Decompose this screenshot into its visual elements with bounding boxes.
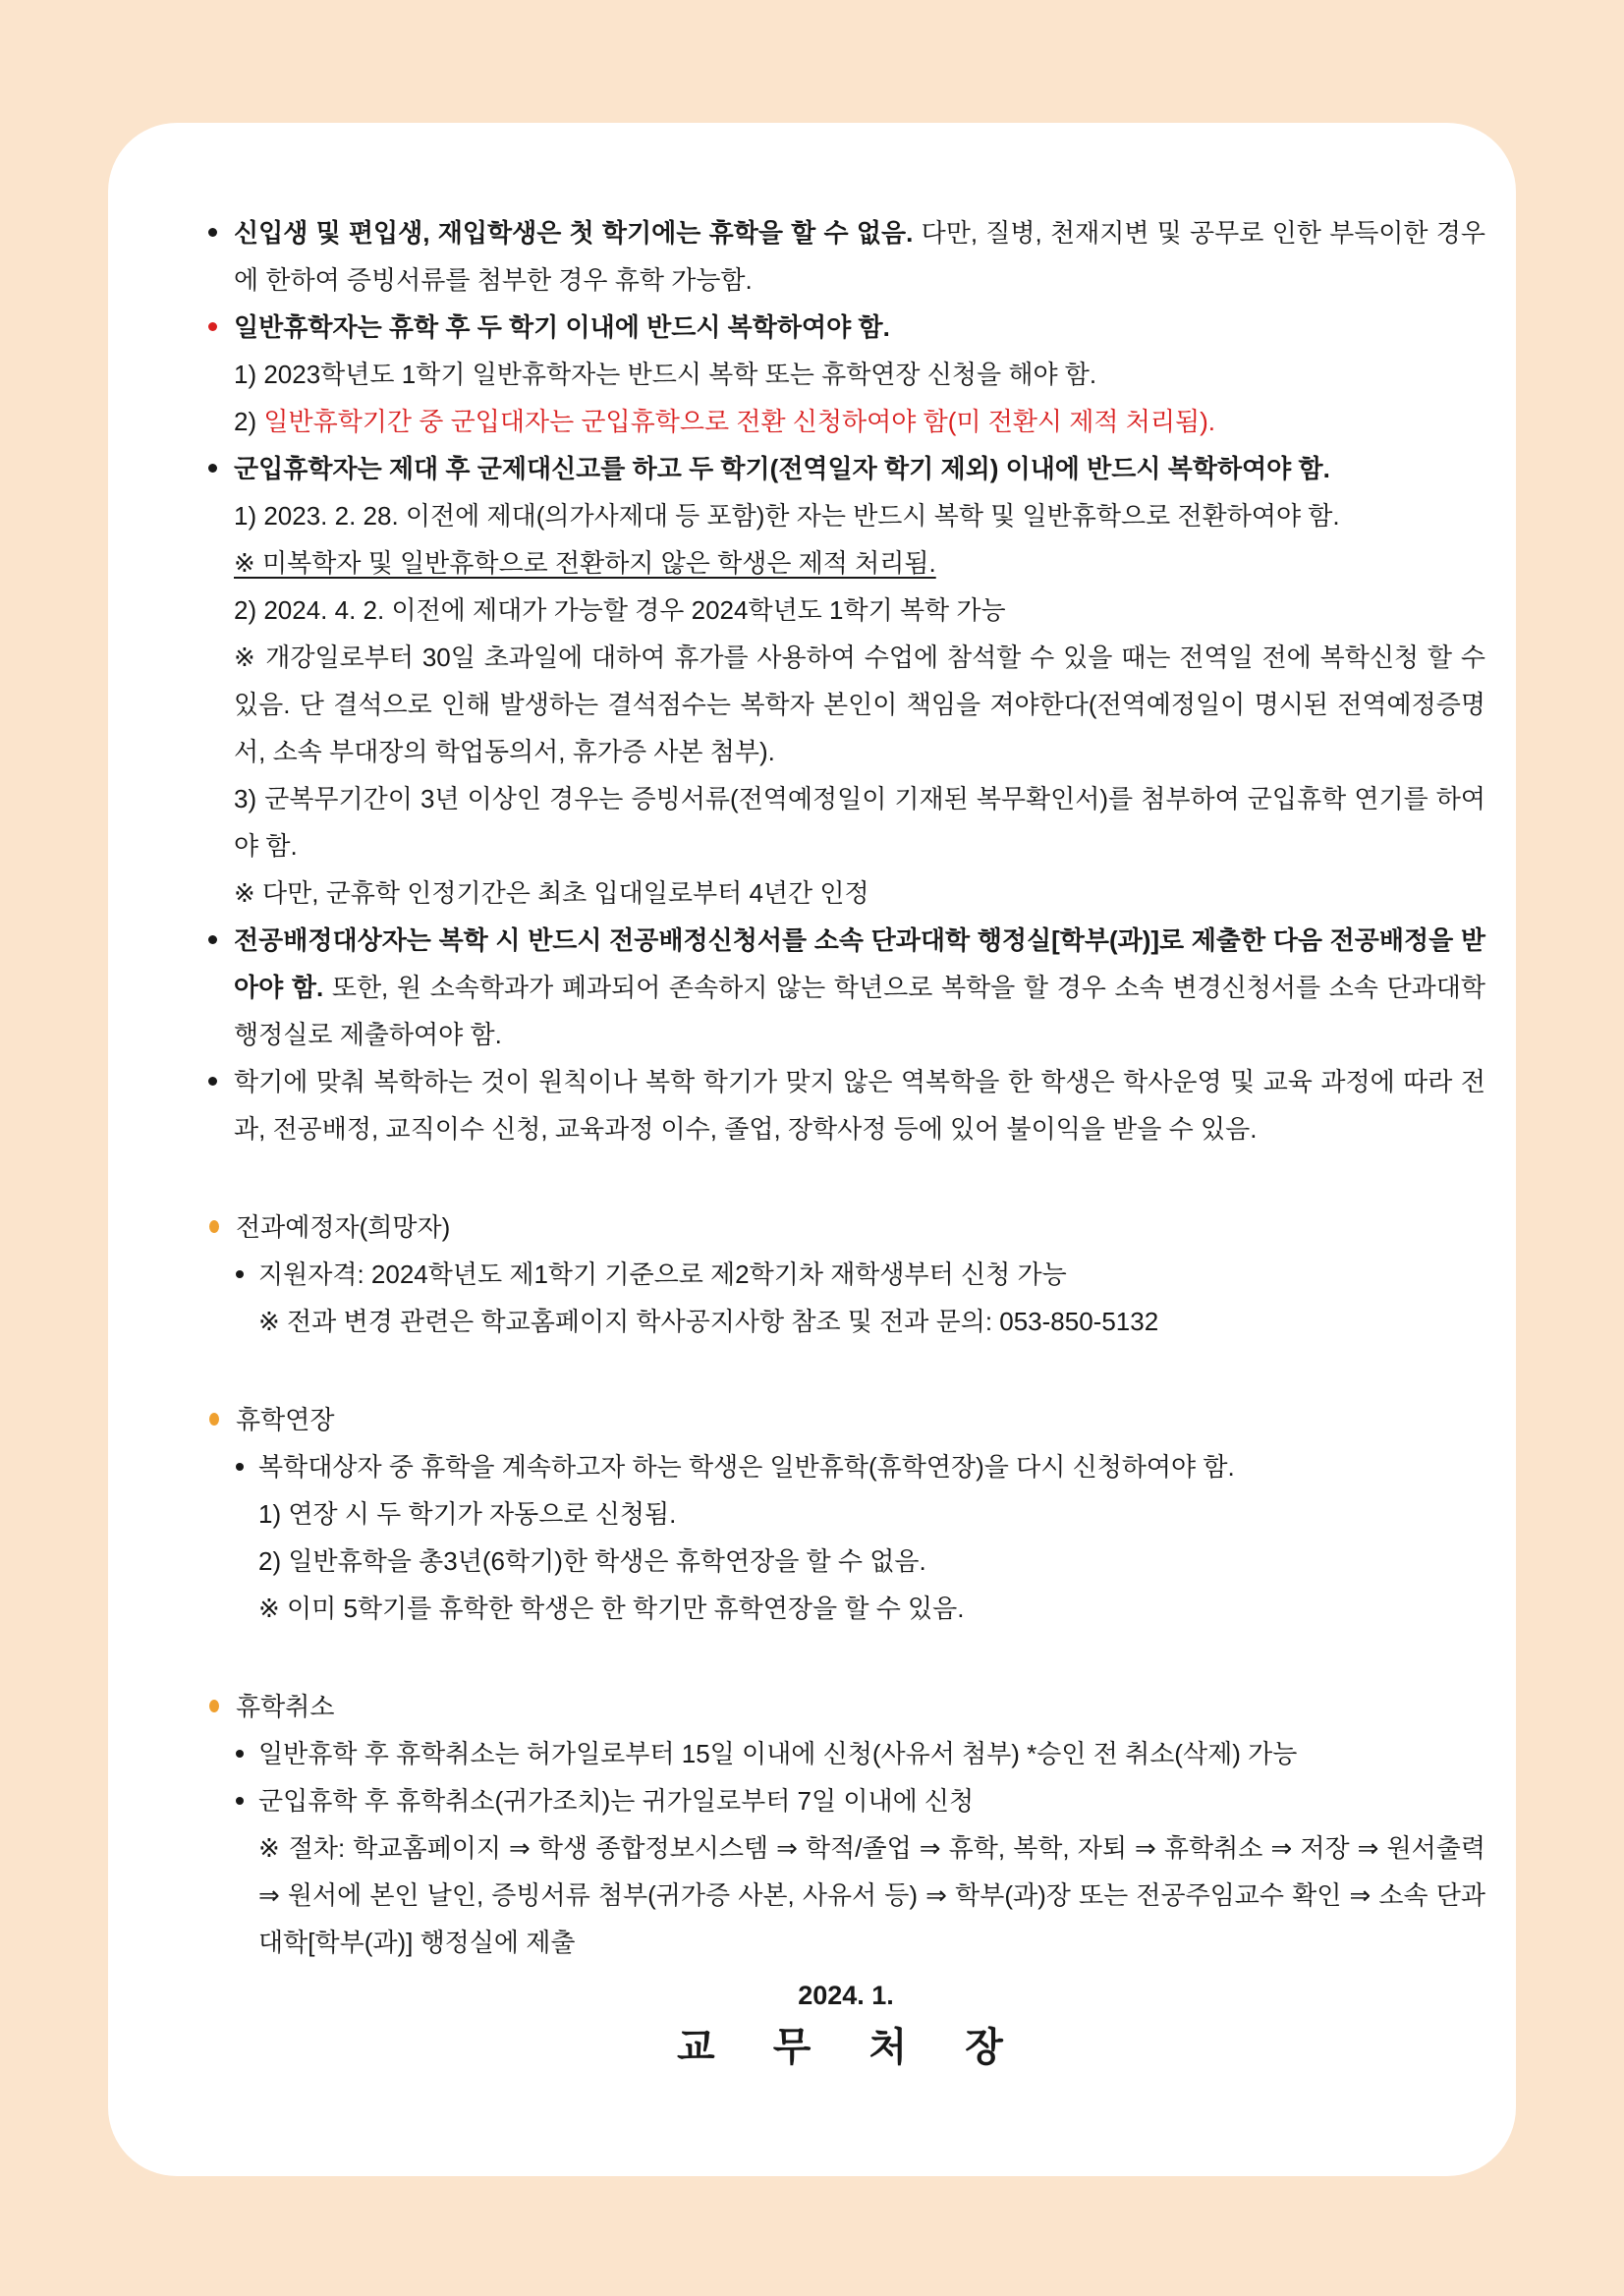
red-bullet-icon [208, 322, 217, 331]
note-line: 1) 연장 시 두 학기가 자동으로 신청됨. [258, 1499, 677, 1529]
note-line: 2) 일반휴학을 총3년(6학기)한 학생은 휴학연장을 할 수 없음. [258, 1546, 926, 1576]
document-content [206, 209, 1485, 2076]
section-title-text: 휴학취소 [236, 1692, 335, 1721]
list-item-freshman-leave [206, 209, 1485, 304]
orange-bullet-icon [209, 1700, 219, 1712]
list-item-military-leave [206, 445, 1485, 917]
text-run-red: 일반휴학기간 중 군입대자는 군입휴학으로 전환 신청하여야 함(미 전환시 제적 처리됨). [263, 407, 1215, 436]
section-title-text: 휴학연장 [236, 1405, 335, 1434]
sub-item: ※ 개강일로부터 30일 초과일에 대하여 휴가를 사용하여 수업에 참석할 수 있을 때는 전역일 전에 복학신청 할 수 있음. 단 결석으로 인해 발생하는 결석점수는 복학자 본인이 책임을 져야한다(전역예정일이 명시된 전역예정증명서, 소속 부대장의 학업동의서, 휴가증 사본 첨부). [234, 643, 1485, 766]
text-run: 복학대상자 중 휴학을 계속하고자 하는 학생은 일반휴학(휴학연장)을 다시 신청하여야 함. [258, 1452, 1235, 1482]
sub-item: ※ 다만, 군휴학 인정기간은 최초 입대일로부터 4년간 인정 [234, 878, 869, 908]
text-run: 학기에 맞춰 복학하는 것이 원칙이나 복학 학기가 맞지 않은 역복학을 한 학생은 학사운영 및 교육 과정에 따라 전과, 전공배정, 교직이수 신청, 교육과정 이수, 졸업, 장학사정 등에 있어 불이익을 받을 수 있음. [234, 1067, 1485, 1144]
list-item-major-assignment [206, 917, 1485, 1058]
sub-list-item [233, 1730, 1485, 1777]
orange-bullet-icon [209, 1413, 219, 1426]
bullet-icon [208, 228, 217, 237]
sub-list-item [233, 1777, 1485, 1824]
bullet-icon [236, 1270, 244, 1278]
section-title-leave-cancellation [206, 1683, 1485, 1730]
issue-date: 2024. 1. [798, 1981, 894, 2010]
text-run: 군입휴학 후 휴학취소(귀가조치)는 귀가일로부터 7일 이내에 신청 [258, 1786, 975, 1816]
text-run: 일반휴학 후 휴학취소는 허가일로부터 15일 이내에 신청(사유서 첨부) *승인 전 취소(삭제) 가능 [258, 1739, 1298, 1768]
signature-title: 교 무 처 장 [677, 2026, 1015, 2069]
underlined-note: ※ 미복학자 및 일반휴학으로 전환하지 않은 학생은 제적 처리됨. [234, 548, 936, 578]
bullet-icon [236, 1797, 244, 1805]
sub-item [234, 398, 1485, 445]
list-item-offcycle-return [206, 1058, 1485, 1152]
text-run: 또한, 원 소속학과가 폐과되어 존속하지 않는 학년으로 복학을 할 경우 소속 변경신청서를 소속 단과대학 행정실로 제출하여야 함. [234, 973, 1486, 1049]
text-run: 신입생 및 편입생, 재입학생은 첫 학기에는 휴학을 할 수 없음. [234, 218, 914, 248]
bullet-icon [208, 1077, 217, 1086]
item-heading: 군입휴학자는 제대 후 군제대신고를 하고 두 학기(전역일자 학기 제외) 이내에 반드시 복학하여야 함. [234, 454, 1330, 483]
sub-item: 1) 2023학년도 1학기 일반휴학자는 반드시 복학 또는 휴학연장 신청을 해야 함. [234, 360, 1097, 389]
text-run: 전공배정대상자는 복학 시 반드시 전공배정신청서를 소속 단과대학 행정실[학부(과)]로 제출한 다음 전공배정을 받아야 함. [234, 925, 1485, 1002]
note-line: ※ 이미 5학기를 휴학한 학생은 한 학기만 휴학연장을 할 수 있음. [258, 1594, 965, 1623]
sub-list-item [233, 1443, 1485, 1490]
note-line: ※ 전과 변경 관련은 학교홈페이지 학사공지사항 참조 및 전과 문의: 053-850-5132 [258, 1307, 1159, 1336]
item-heading: 일반휴학자는 휴학 후 두 학기 이내에 반드시 복학하여야 함. [234, 312, 890, 342]
text-run: 지원자격: 2024학년도 제1학기 기준으로 제2학기차 재학생부터 신청 가능 [258, 1260, 1067, 1289]
bullet-icon [208, 935, 217, 944]
text-run: 2) [234, 407, 264, 436]
bullet-icon [208, 464, 217, 473]
note-line: ※ 절차: 학교홈페이지 ⇒ 학생 종합정보시스템 ⇒ 학적/졸업 ⇒ 휴학, 복학, 자퇴 ⇒ 휴학취소 ⇒ 저장 ⇒ 원서출력 ⇒ 원서에 본인 날인, 증빙서류 첨부(귀가증 사본, 사유서 등) ⇒ 학부(과)장 또는 전공주임교수 확인 ⇒ 소속 단과대학[학부(과)] 행정실에 제출 [258, 1833, 1485, 1957]
section-title-transfer [206, 1204, 1485, 1251]
list-item-general-leave [206, 304, 1485, 445]
sub-item: 1) 2023. 2. 28. 이전에 제대(의가사제대 등 포함)한 자는 반드시 복학 및 일반휴학으로 전환하여야 함. [234, 501, 1340, 531]
sub-list-item [233, 1251, 1485, 1298]
sub-item: 3) 군복무기간이 3년 이상인 경우는 증빙서류(전역예정일이 기재된 복무확인서)를 첨부하여 군입휴학 연기를 하여야 함. [234, 784, 1485, 861]
bullet-icon [236, 1463, 244, 1471]
section-title-text: 전과예정자(희망자) [236, 1212, 451, 1242]
sub-item: 2) 2024. 4. 2. 이전에 제대가 가능할 경우 2024학년도 1학기 복학 가능 [234, 595, 1006, 625]
bullet-icon [236, 1750, 244, 1758]
text-run: 다만, 질병, 천재지변 및 공무로 인한 부득이한 경우에 한하여 증빙서류를 첨부한 경우 휴학 가능함. [234, 218, 1486, 295]
document-page [108, 123, 1516, 2176]
orange-bullet-icon [209, 1220, 219, 1233]
section-title-leave-extension [206, 1396, 1485, 1443]
